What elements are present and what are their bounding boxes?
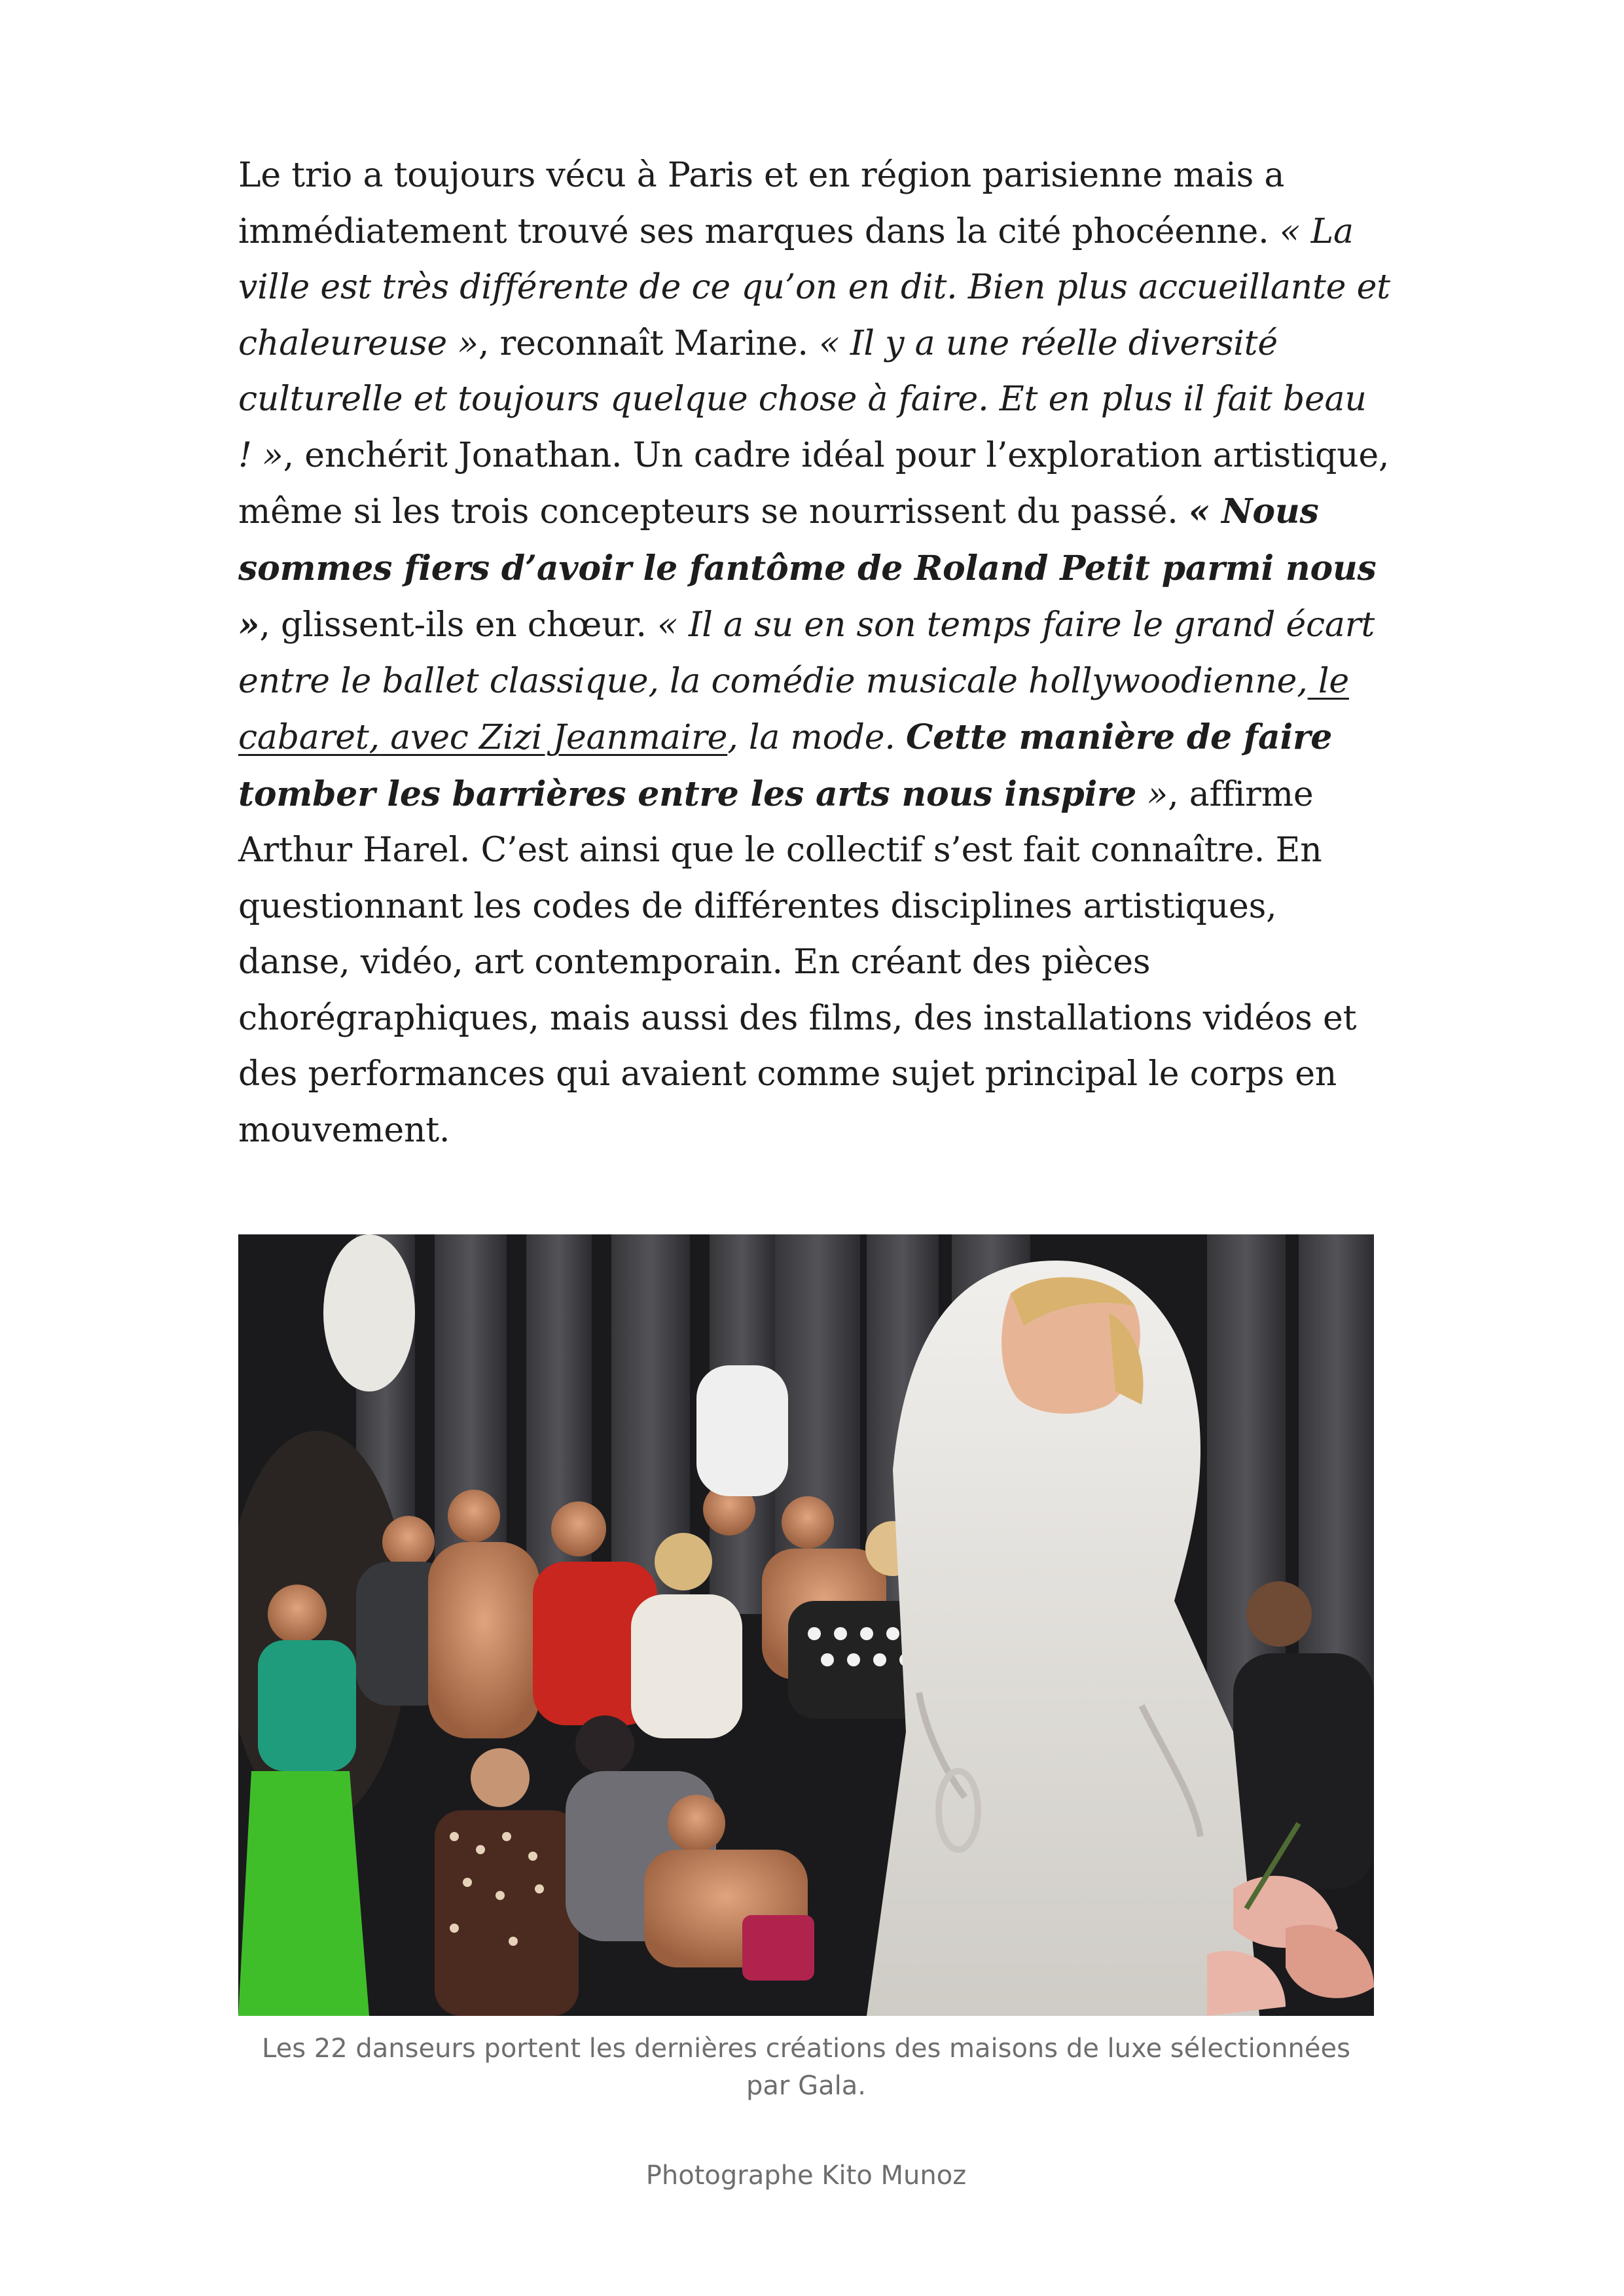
article-figure (238, 1234, 1374, 2195)
dancers-photo-illustration (238, 1234, 1374, 2016)
text-reconnait: , reconnaît Marine. (478, 323, 820, 363)
link-zizi-jeanmaire[interactable]: avec Zizi Jeanmaire (379, 718, 728, 757)
quote-arthur-close: » (1136, 774, 1168, 814)
quote-arthur-bold: Cette manière de faire tomber les barrières entre les arts nous inspire (238, 717, 1333, 814)
link-cabaret[interactable]: le cabaret (238, 661, 1349, 757)
quote-roland-petit: « Nous sommes fiers d’avoir le fantôme de Roland Petit parmi nous » (238, 492, 1377, 645)
text-encherit: , enchérit Jonathan. Un cadre idéal pour l’exploration artistique, même si les trois concepteurs se nourrissent du passé. (238, 435, 1390, 531)
article-body (238, 148, 1390, 1158)
quote-marine: « La ville est très différente de ce qu’on en dit. Bien plus accueillante et chaleureuse » (238, 211, 1390, 363)
link-comma[interactable]: , (369, 718, 380, 757)
article-paragraph (238, 148, 1390, 1158)
quote-arthur-part1: « Il a su en son temps faire le grand écart entre le ballet classique, la comédie musicale hollywoodienne, (238, 605, 1375, 701)
quote-jonathan: « Il y a une réelle diversité culturelle et toujours quelque chose à faire. Et en plus il fait beau ! » (238, 323, 1367, 475)
quote-arthur-part2: , la mode. (727, 718, 906, 757)
dancers-photo (238, 1234, 1374, 2016)
text-intro: Le trio a toujours vécu à Paris et en région parisienne mais a immédiatement trouvé ses marques dans la cité phocéenne. (238, 156, 1285, 251)
text-glissent: , glissent-ils en chœur. (259, 605, 658, 645)
photo-credit: Photographe Kito Munoz (645, 2161, 967, 2191)
photo-caption: Les 22 danseurs portent les dernières créations des maisons de luxe sélectionnées par Gala. (262, 2034, 1350, 2101)
text-affirme: , affirme Arthur Harel. C’est ainsi que le collectif s’est fait connaître. En questionnant les codes de différentes disciplines artistiques, danse, vidéo, art contemporain. En créant des pièces chorégraphiques, mais aussi des films, des installations vidéos et des performances qui avaient comme sujet principal le corps en mouvement. (238, 774, 1357, 1150)
